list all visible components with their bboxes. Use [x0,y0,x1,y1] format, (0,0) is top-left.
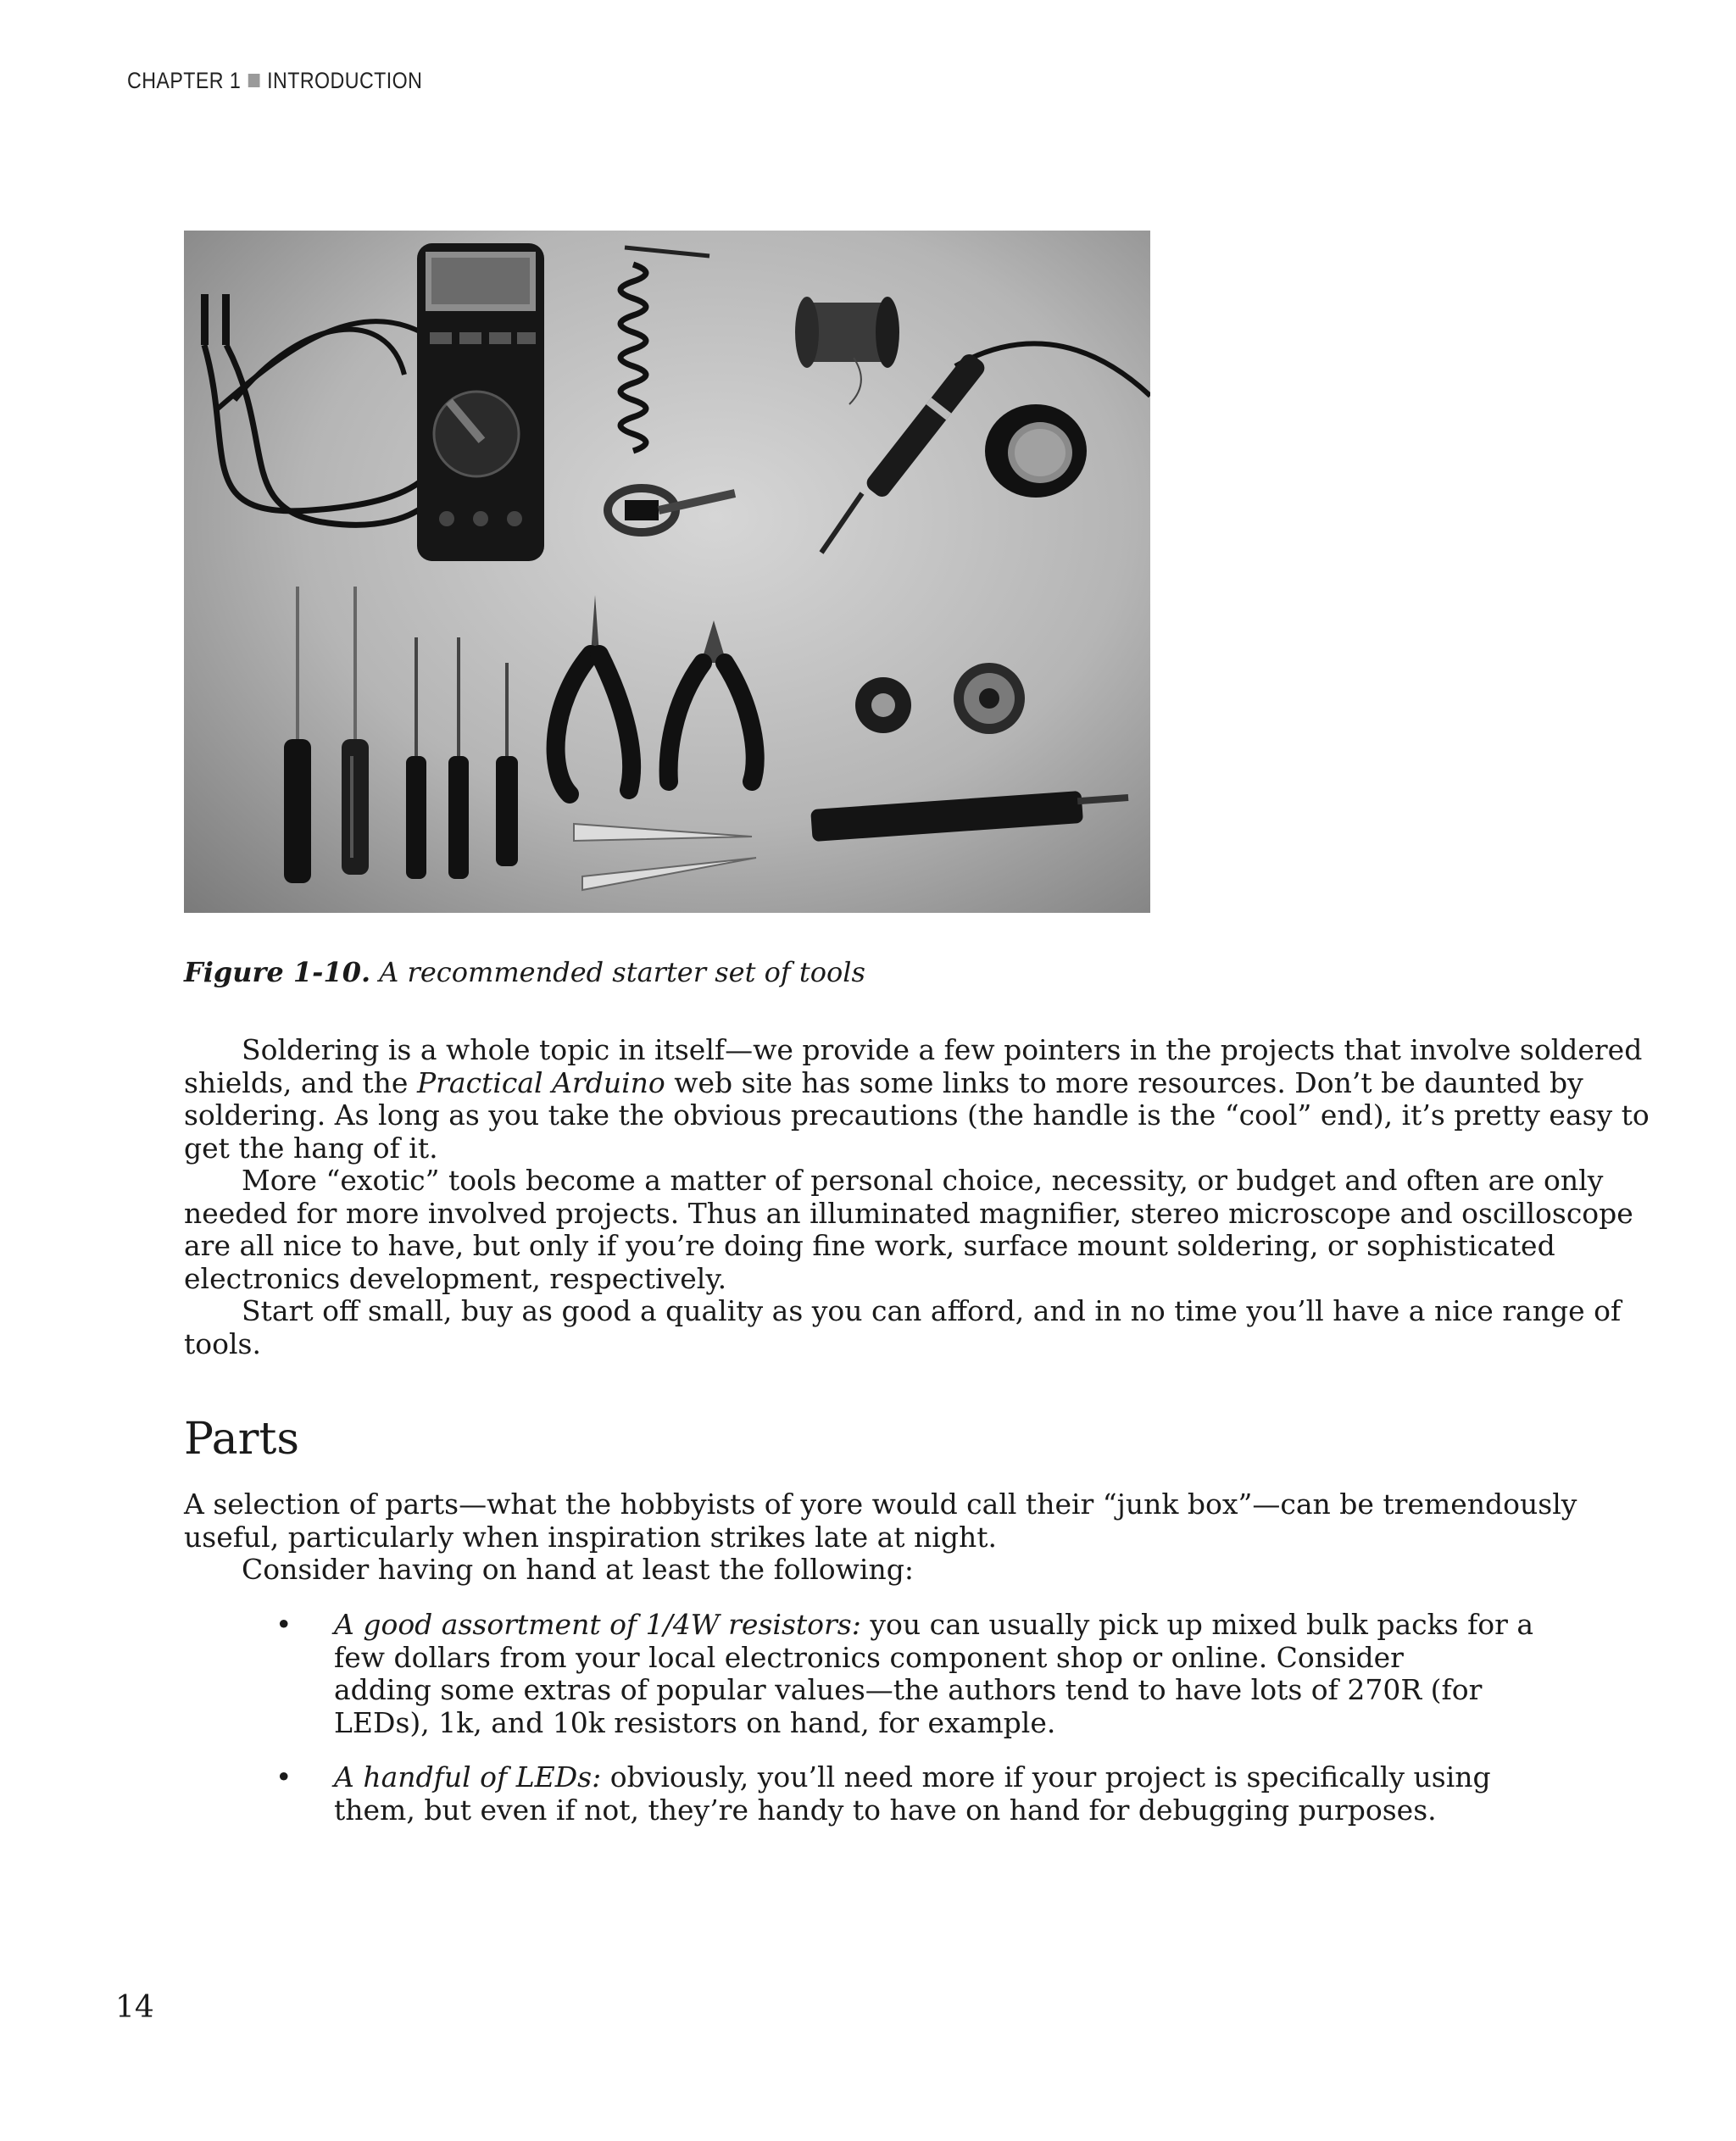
paragraph-exotic-tools [184,1164,1633,1295]
header-separator-square [248,74,260,87]
text-line: Start off small, buy as good a quality as you can afford, and in no time you’ll have a nice range of [242,1294,1622,1327]
list-item-lead: A good assortment of 1/4W resistors: [334,1608,861,1641]
paragraph-parts-intro [184,1488,1577,1587]
multimeter [417,243,544,561]
text-line: Consider having on hand at least the following: [242,1553,914,1586]
screwdrivers [284,587,518,883]
bullet-marker: • [275,1760,292,1793]
bullet-marker: • [275,1608,292,1641]
book-title: Practical Arduino [416,1065,665,1099]
tools-photo [184,231,1150,913]
tools-photo-illustration [184,231,1150,913]
solder-spool [795,297,899,404]
figure-caption [184,956,865,988]
paragraph-start-small [184,1294,1622,1360]
tweezers [574,824,756,890]
text-line: electronics development, respectively. [184,1261,727,1295]
antistatic-wrist-strap [608,247,735,532]
text-line: Soldering is a whole topic in itself—we provide a few pointers in the projects that involve soldered [242,1033,1643,1066]
text-line: get the hang of it. [184,1131,438,1165]
figure-label: Figure 1-10. [184,956,371,988]
text-line: tools. [184,1326,261,1360]
paragraph-soldering [184,1033,1650,1165]
text-line: shields, and the Practical Arduino web site has some links to more resources. Don’t be daunted by [184,1065,1583,1099]
text-line: needed for more involved projects. Thus an illuminated magnifier, stereo microscope and oscilloscope [184,1196,1633,1230]
desoldering-wick [855,663,1025,734]
text-line: are all nice to have, but only if you’re doing fine work, surface mount soldering, or sophisticated [184,1229,1555,1262]
pliers [556,595,755,794]
tip-cleaner [985,404,1087,498]
text-line: A selection of parts—what the hobbyists of yore would call their “junk box”—can be tremendously [184,1488,1577,1521]
section-heading-parts: Parts [184,1414,300,1465]
list-item-lead: A handful of LEDs: [334,1760,602,1793]
figure-caption-text: A recommended starter set of tools [379,956,865,988]
multimeter-probes [201,294,446,525]
text-line: soldering. As long as you take the obvious precautions (the handle is the “cool” end), it’s pretty easy to [184,1098,1650,1132]
desoldering-pump [810,791,1128,842]
running-header [127,68,422,94]
page-number: 14 [115,1990,154,2025]
text-line: More “exotic” tools become a matter of personal choice, necessity, or budget and often are only [242,1164,1604,1197]
text-line: useful, particularly when inspiration strikes late at night. [184,1520,997,1554]
section-label: INTRODUCTION [267,68,423,93]
chapter-label: CHAPTER 1 [127,68,242,93]
